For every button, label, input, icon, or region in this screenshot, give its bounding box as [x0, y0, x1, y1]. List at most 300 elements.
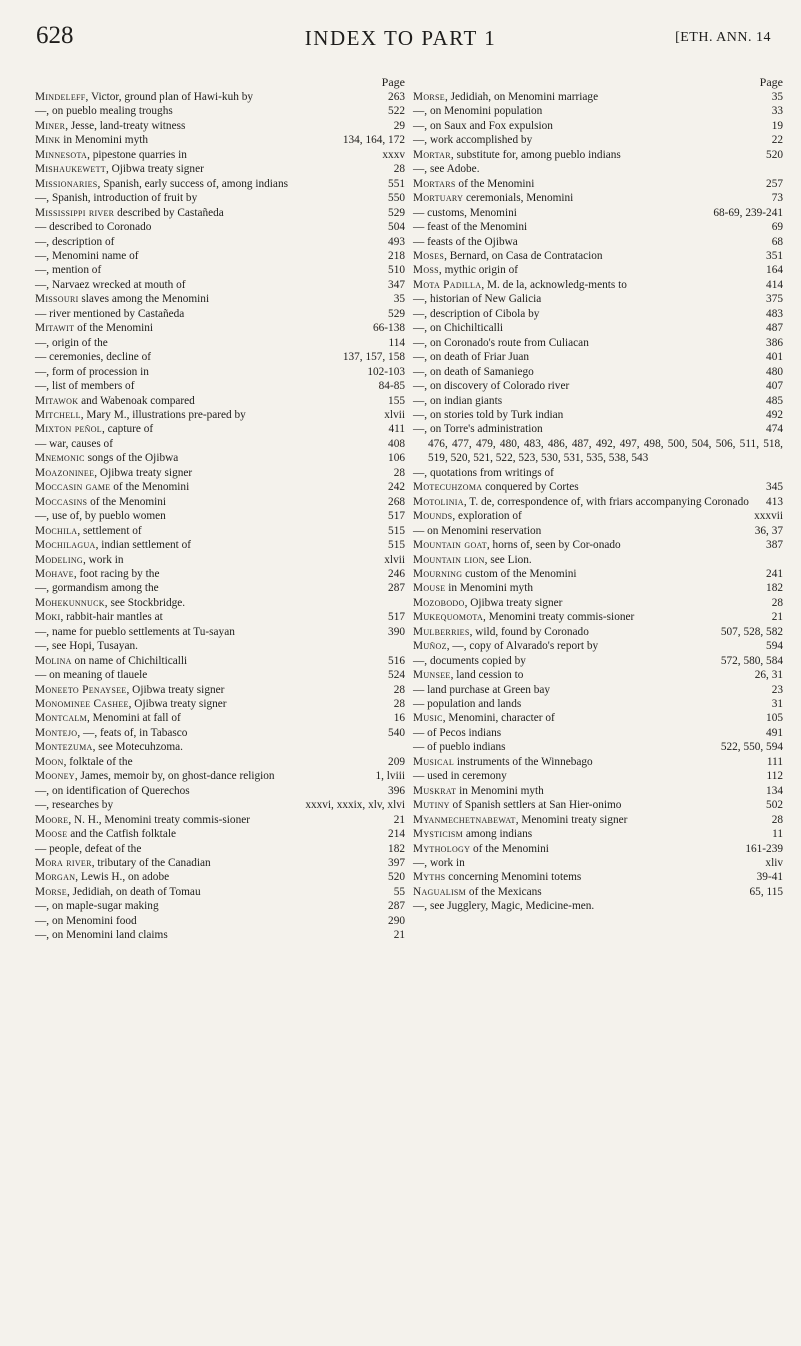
entry-text: — river mentioned by Castañeda: [35, 307, 185, 320]
index-entry: [413, 769, 783, 783]
entry-page-ref: 529: [388, 307, 405, 320]
index-entry: [35, 162, 405, 176]
entry-page-ref: 572, 580, 584: [720, 654, 783, 667]
entry-text: Munsee, land cession to: [413, 669, 524, 682]
entry-page-ref: 105: [766, 712, 783, 725]
entry-page-ref: 68: [771, 235, 783, 248]
entry-page-ref: 351: [766, 249, 783, 262]
index-entry: [413, 278, 783, 292]
entry-text: Mountain goat, horns of, seen by Cor-onado: [413, 539, 621, 552]
entry-text: Monominee Cashee, Ojibwa treaty signer: [35, 698, 227, 711]
entry-text: Mochilagua, indian settlement of: [35, 539, 191, 552]
entry-page-ref: 35: [771, 91, 783, 103]
entry-page-ref: 55: [393, 885, 405, 898]
entry-text: —, on Chichilticalli: [413, 322, 504, 335]
index-entry: [35, 842, 405, 856]
entry-text: Moore, N. H., Menomini treaty commis-sioner: [35, 813, 250, 826]
entry-page-ref: 106: [388, 452, 405, 465]
entry-page-ref: 29: [393, 119, 405, 132]
index-entry: [35, 524, 405, 538]
index-entry: [413, 379, 783, 393]
entry-page-ref: xxxvii: [754, 510, 783, 523]
index-entry: [35, 769, 405, 783]
index-entry: [35, 307, 405, 321]
entry-text: Mutiny of Spanish settlers at San Hier-onimo: [413, 799, 622, 812]
index-entry: [35, 495, 405, 509]
index-entry: [35, 480, 405, 494]
index-entry: [35, 321, 405, 335]
index-entry: [413, 307, 783, 321]
entry-text: —, list of members of: [35, 380, 135, 393]
index-entry: [35, 90, 405, 104]
index-entry: [413, 581, 783, 595]
entry-page-ref: 33: [771, 105, 783, 118]
entry-page-ref: 164: [766, 264, 783, 277]
entry-text: — feast of the Menomini: [413, 221, 528, 234]
entry-text: Mourning custom of the Menomini: [413, 567, 577, 580]
index-entry: [413, 668, 783, 682]
entry-text: Muskrat in Menomini myth: [413, 784, 544, 797]
index-entry: [35, 422, 405, 436]
entry-text: —, on stories told by Turk indian: [413, 408, 564, 421]
entry-text: —, use of, by pueblo women: [35, 510, 166, 523]
index-entry: [35, 798, 405, 812]
index-entry: [413, 899, 783, 913]
entry-text: — ceremonies, decline of: [35, 351, 152, 364]
index-entry: [413, 683, 783, 697]
entry-text: Minnesota, pipestone quarries in: [35, 148, 187, 161]
entry-text: Mitchell, Mary M., illustrations pre-pared by: [35, 408, 246, 421]
index-entry: [35, 466, 405, 480]
entry-text: — of Pecos indians: [413, 726, 502, 739]
entry-page-ref: 112: [766, 770, 783, 783]
entry-text: —, historian of New Galicia: [413, 293, 542, 306]
entry-page-ref: 246: [388, 567, 405, 580]
index-entry: [35, 870, 405, 884]
entry-text: —, gormandism among the: [35, 582, 159, 595]
index-entry: [35, 553, 405, 567]
entry-page-ref: 510: [388, 264, 405, 277]
entry-text: —, documents copied by: [413, 654, 526, 667]
index-entry: [413, 394, 783, 408]
entry-page-ref: 11: [772, 828, 783, 841]
index-entry: [413, 813, 783, 827]
entry-text: Motolinia, T. de, correspondence of, with friars accompanying Coronado: [413, 495, 749, 508]
index-entry: [413, 437, 783, 480]
entry-page-ref: 522: [388, 105, 405, 118]
index-entry: [35, 813, 405, 827]
entry-text: — customs, Menomini: [413, 206, 517, 219]
entry-page-ref: 73: [771, 192, 783, 205]
entry-text: —, see Adobe.: [413, 163, 480, 176]
entry-page-ref: 480: [766, 365, 783, 378]
entry-page-ref: 502: [766, 799, 783, 812]
entry-page-ref: 134, 164, 172: [342, 134, 405, 147]
index-entry: [413, 480, 783, 494]
entry-page-ref: 387: [766, 539, 783, 552]
entry-page-ref: 517: [388, 611, 405, 624]
index-entry: [35, 827, 405, 841]
index-entry: [35, 740, 405, 754]
entry-page-ref: 474: [766, 423, 783, 436]
entry-page-ref: 493: [388, 235, 405, 248]
right-entry-list: [413, 90, 783, 914]
entry-page-ref: 375: [766, 293, 783, 306]
index-entry: [35, 899, 405, 913]
index-entry: [413, 697, 783, 711]
entry-page-ref: 28: [393, 163, 405, 176]
entry-text: Motecuhzoma conquered by Cortes: [413, 481, 579, 494]
entry-text: — people, defeat of the: [35, 842, 142, 855]
index-entry: [413, 292, 783, 306]
entry-text: —, Spanish, introduction of fruit by: [35, 192, 198, 205]
entry-text: Mota Padilla, M. de la, acknowledg-ments to: [413, 278, 627, 291]
entry-text: Montcalm, Menomini at fall of: [35, 712, 181, 725]
entry-page-ref: 407: [766, 380, 783, 393]
entry-page-ref: 28: [393, 466, 405, 479]
entry-page-ref: 540: [388, 726, 405, 739]
index-entry: [413, 249, 783, 263]
entry-text: —, on indian giants: [413, 394, 503, 407]
entry-text: Montejo, —, feats of, in Tabasco: [35, 726, 188, 739]
entry-page-ref: 524: [388, 669, 405, 682]
entry-text: Musical instruments of the Winnebago: [413, 755, 593, 768]
index-entry: [413, 422, 783, 436]
index-entry: [413, 104, 783, 118]
entry-page-ref: 21: [393, 929, 405, 942]
entry-text: Mindeleff, Victor, ground plan of Hawi-kuh by: [35, 91, 253, 103]
entry-page-ref: 35: [393, 293, 405, 306]
entry-page-ref: 550: [388, 192, 405, 205]
entry-text: —, description of: [35, 235, 115, 248]
index-entry: [413, 133, 783, 147]
index-entry: [35, 408, 405, 422]
entry-text: Mitawit of the Menomini: [35, 322, 154, 335]
index-entry: [35, 538, 405, 552]
entry-page-ref: 491: [766, 726, 783, 739]
entry-text: Moneeto Penaysee, Ojibwa treaty signer: [35, 683, 225, 696]
entry-page-ref: 111: [766, 755, 783, 768]
index-entry: [413, 235, 783, 249]
index-entry: [35, 292, 405, 306]
index-entry: [35, 885, 405, 899]
entry-page-ref: 66-138: [372, 322, 405, 335]
entry-page-ref: 476, 477, 479, 480, 483, 486, 487, 492, 497, 498, 500, 504, 506, 511, 518, 519, 520, 521, 522, 523, 530, 531, 535, 538, 543: [428, 437, 783, 465]
entry-page-ref: 401: [766, 351, 783, 364]
index-entry: [413, 740, 783, 754]
entry-page-ref: 504: [388, 221, 405, 234]
entry-page-ref: 413: [766, 495, 783, 508]
index-entry: [35, 177, 405, 191]
entry-page-ref: 290: [388, 914, 405, 927]
entry-page-ref: xxxv: [382, 148, 405, 161]
entry-text: Mountain lion, see Lion.: [413, 553, 532, 566]
entry-text: —, form of procession in: [35, 365, 149, 378]
index-entry: [35, 509, 405, 523]
entry-text: —, on pueblo mealing troughs: [35, 105, 173, 118]
entry-text: —, on identification of Querechos: [35, 784, 190, 797]
index-entry: [413, 610, 783, 624]
right-index-column: [413, 74, 783, 914]
entry-page-ref: 214: [388, 828, 405, 841]
entry-text: Mouse in Menomini myth: [413, 582, 533, 595]
entry-text: —, see Jugglery, Magic, Medicine-men.: [413, 900, 595, 913]
entry-page-ref: 21: [771, 611, 783, 624]
entry-text: — land purchase at Green bay: [413, 683, 551, 696]
entry-text: — on meaning of tlauele: [35, 669, 148, 682]
entry-text: —, on death of Friar Juan: [413, 351, 530, 364]
index-entry: [35, 711, 405, 725]
left-entry-list: [35, 90, 405, 943]
entry-text: Muñoz, —, copy of Alvarado's report by: [413, 640, 599, 653]
index-entry: [413, 350, 783, 364]
page-column-label: Page: [381, 75, 405, 89]
entry-text: Mysticism among indians: [413, 828, 533, 841]
index-entry: [35, 235, 405, 249]
entry-page-ref: xliv: [765, 857, 783, 870]
entry-text: Mixton peñol, capture of: [35, 423, 154, 436]
entry-page-ref: 520: [766, 148, 783, 161]
entry-text: Morse, Jedidiah, on Menomini marriage: [413, 91, 599, 103]
entry-text: — used in ceremony: [413, 770, 507, 783]
series-reference: [ETH. ANN. 14: [675, 30, 771, 45]
entry-page-ref: 84-85: [378, 380, 405, 393]
index-entry: [35, 220, 405, 234]
index-entry: [35, 726, 405, 740]
entry-page-ref: 68-69, 239-241: [713, 206, 783, 219]
entry-page-ref: 551: [388, 177, 405, 190]
entry-page-ref: 161-239: [745, 842, 783, 855]
index-entry: [35, 610, 405, 624]
index-entry: [413, 524, 783, 538]
index-entry: [413, 321, 783, 335]
entry-text: —, name for pueblo settlements at Tu-sayan: [35, 625, 235, 638]
entry-page-ref: 102-103: [367, 365, 405, 378]
entry-page-ref: 485: [766, 394, 783, 407]
index-entry: [35, 191, 405, 205]
entry-text: Mohekunnuck, see Stockbridge.: [35, 596, 186, 609]
entry-page-ref: 19: [771, 119, 783, 132]
entry-text: —, on Coronado's route from Culiacan: [413, 336, 589, 349]
entry-text: Molina on name of Chichilticalli: [35, 654, 188, 667]
entry-text: — on Menomini reservation: [413, 524, 542, 537]
index-entry: [35, 437, 405, 451]
index-entry: [35, 683, 405, 697]
entry-text: Myths concerning Menomini totems: [413, 871, 582, 884]
entry-page-ref: 65, 115: [749, 885, 783, 898]
entry-text: —, on Torre's administration: [413, 423, 543, 436]
entry-page-ref: 529: [388, 206, 405, 219]
entry-text: Moki, rabbit-hair mantles at: [35, 611, 163, 624]
entry-page-ref: 28: [393, 698, 405, 711]
index-entry: [413, 885, 783, 899]
entry-text: — described to Coronado: [35, 221, 152, 234]
index-entry: [35, 394, 405, 408]
entry-text: —, on Menomini land claims: [35, 929, 168, 942]
running-header: [0, 22, 801, 58]
entry-page-ref: 23: [771, 683, 783, 696]
entry-page-ref: 241: [766, 567, 783, 580]
index-entry: [35, 928, 405, 942]
entry-text: Montezuma, see Motecuhzoma.: [35, 741, 183, 754]
entry-page-ref: 28: [771, 813, 783, 826]
index-entry: [413, 553, 783, 567]
entry-text: —, Menomini name of: [35, 249, 139, 262]
page-title: INDEX TO PART 1: [304, 26, 497, 50]
entry-page-ref: 483: [766, 307, 783, 320]
index-entry: [413, 870, 783, 884]
entry-text: Mohave, foot racing by the: [35, 567, 160, 580]
index-entry: [35, 148, 405, 162]
entry-page-ref: 408: [388, 437, 405, 450]
entry-page-ref: 242: [388, 481, 405, 494]
entry-page-ref: 390: [388, 625, 405, 638]
entry-text: Mounds, exploration of: [413, 510, 522, 523]
entry-text: — of pueblo indians: [413, 741, 506, 754]
entry-page-ref: 347: [388, 278, 405, 291]
index-entry: [35, 263, 405, 277]
index-entry: [413, 654, 783, 668]
entry-text: Mink in Menomini myth: [35, 134, 149, 147]
entry-page-ref: 520: [388, 871, 405, 884]
entry-page-ref: 516: [388, 654, 405, 667]
entry-page-ref: 1, lviii: [375, 770, 405, 783]
index-entry: [35, 278, 405, 292]
index-entry: [413, 191, 783, 205]
index-entry: [35, 206, 405, 220]
entry-page-ref: 39-41: [756, 871, 783, 884]
index-entry: [35, 914, 405, 928]
entry-page-ref: 155: [388, 394, 405, 407]
index-entry: [35, 625, 405, 639]
entry-text: Mooney, James, memoir by, on ghost-dance religion: [35, 770, 275, 783]
entry-text: Moccasin game of the Menomini: [35, 481, 190, 494]
entry-page-ref: 397: [388, 857, 405, 870]
entry-text: Mishaukewett, Ojibwa treaty signer: [35, 163, 204, 176]
entry-page-ref: 517: [388, 510, 405, 523]
entry-text: Nagualism of the Mexicans: [413, 885, 542, 898]
entry-text: — feasts of the Ojibwa: [413, 235, 518, 248]
index-entry: [413, 842, 783, 856]
index-entry: [413, 177, 783, 191]
entry-text: Moazoninee, Ojibwa treaty signer: [35, 466, 193, 479]
index-entry: [413, 567, 783, 581]
index-entry: [413, 495, 783, 509]
index-entry: [413, 538, 783, 552]
index-entry: [413, 827, 783, 841]
entry-text: —, Narvaez wrecked at mouth of: [35, 278, 186, 291]
entry-text: —, work in: [413, 857, 465, 870]
entry-text: Mora river, tributary of the Canadian: [35, 857, 211, 870]
index-entry: [35, 567, 405, 581]
entry-text: Mnemonic songs of the Ojibwa: [35, 452, 179, 465]
entry-text: —, researches by: [35, 799, 114, 812]
entry-page-ref: 26, 31: [754, 669, 783, 682]
entry-text: Mozobodo, Ojibwa treaty signer: [413, 596, 563, 609]
entry-text: Moon, folktale of the: [35, 755, 133, 768]
entry-page-ref: 36, 37: [754, 524, 783, 537]
entry-page-ref: 134: [766, 784, 783, 797]
entry-text: Mortars of the Menomini: [413, 177, 535, 190]
entry-text: — population and lands: [413, 698, 522, 711]
entry-page-ref: 507, 528, 582: [720, 625, 783, 638]
entry-page-ref: 411: [388, 423, 405, 436]
entry-page-ref: 218: [388, 249, 405, 262]
entry-page-ref: 492: [766, 408, 783, 421]
index-entry: [413, 336, 783, 350]
index-entry: [413, 408, 783, 422]
entry-page-ref: 114: [388, 336, 405, 349]
entry-text: Mississippi river described by Castañeda: [35, 206, 224, 219]
entry-text: —, quotations from writings of: [413, 466, 554, 479]
entry-text: Mochila, settlement of: [35, 524, 142, 537]
entry-text: Moss, mythic origin of: [413, 264, 518, 277]
entry-page-ref: xlvii: [384, 408, 405, 421]
entry-page-ref: 182: [766, 582, 783, 595]
entry-text: Modeling, work in: [35, 553, 124, 566]
index-entry: [413, 639, 783, 653]
entry-page-ref: 137, 157, 158: [342, 351, 405, 364]
index-entry: [35, 451, 405, 465]
entry-text: Mythology of the Menomini: [413, 842, 549, 855]
entry-page-ref: 345: [766, 481, 783, 494]
entry-text: —, see Hopi, Tusayan.: [35, 640, 138, 653]
index-entry: [413, 148, 783, 162]
index-entry: [35, 856, 405, 870]
entry-page-ref: 287: [388, 582, 405, 595]
entry-page-ref: 16: [393, 712, 405, 725]
entry-page-ref: 69: [771, 221, 783, 234]
entry-text: —, work accomplished by: [413, 134, 533, 147]
entry-text: Mortar, substitute for, among pueblo indians: [413, 148, 621, 161]
entry-text: —, on Menomini population: [413, 105, 543, 118]
index-entry: [413, 119, 783, 133]
index-entry: [35, 639, 405, 653]
index-entry: [35, 697, 405, 711]
entry-page-ref: 515: [388, 539, 405, 552]
entry-page-ref: 515: [388, 524, 405, 537]
entry-text: —, mention of: [35, 264, 102, 277]
index-entry: [413, 206, 783, 220]
entry-text: Missouri slaves among the Menomini: [35, 293, 210, 306]
index-entry: [35, 379, 405, 393]
entry-page-ref: 182: [388, 842, 405, 855]
index-entry: [413, 784, 783, 798]
entry-page-ref: 396: [388, 784, 405, 797]
entry-text: —, on death of Samaniego: [413, 365, 534, 378]
index-entry: [35, 133, 405, 147]
entry-page-ref: 28: [393, 683, 405, 696]
entry-page-ref: xlvii: [384, 553, 405, 566]
index-entry: [35, 668, 405, 682]
entry-text: —, origin of the: [35, 336, 108, 349]
entry-text: Moose and the Catfish folktale: [35, 828, 176, 841]
page-column-label: Page: [759, 75, 783, 89]
page-number: 628: [36, 22, 74, 49]
entry-text: —, on Saux and Fox expulsion: [413, 119, 553, 132]
left-index-column: [35, 74, 405, 943]
index-entry: [35, 336, 405, 350]
index-entry: [413, 162, 783, 176]
index-entry: [413, 625, 783, 639]
entry-text: Myanmechetnabewat, Menomini treaty signer: [413, 813, 628, 826]
entry-page-ref: 287: [388, 900, 405, 913]
entry-page-ref: 21: [393, 813, 405, 826]
entry-page-ref: 386: [766, 336, 783, 349]
index-entry: [413, 220, 783, 234]
index-entry: [413, 365, 783, 379]
entry-page-ref: 522, 550, 594: [720, 741, 783, 754]
